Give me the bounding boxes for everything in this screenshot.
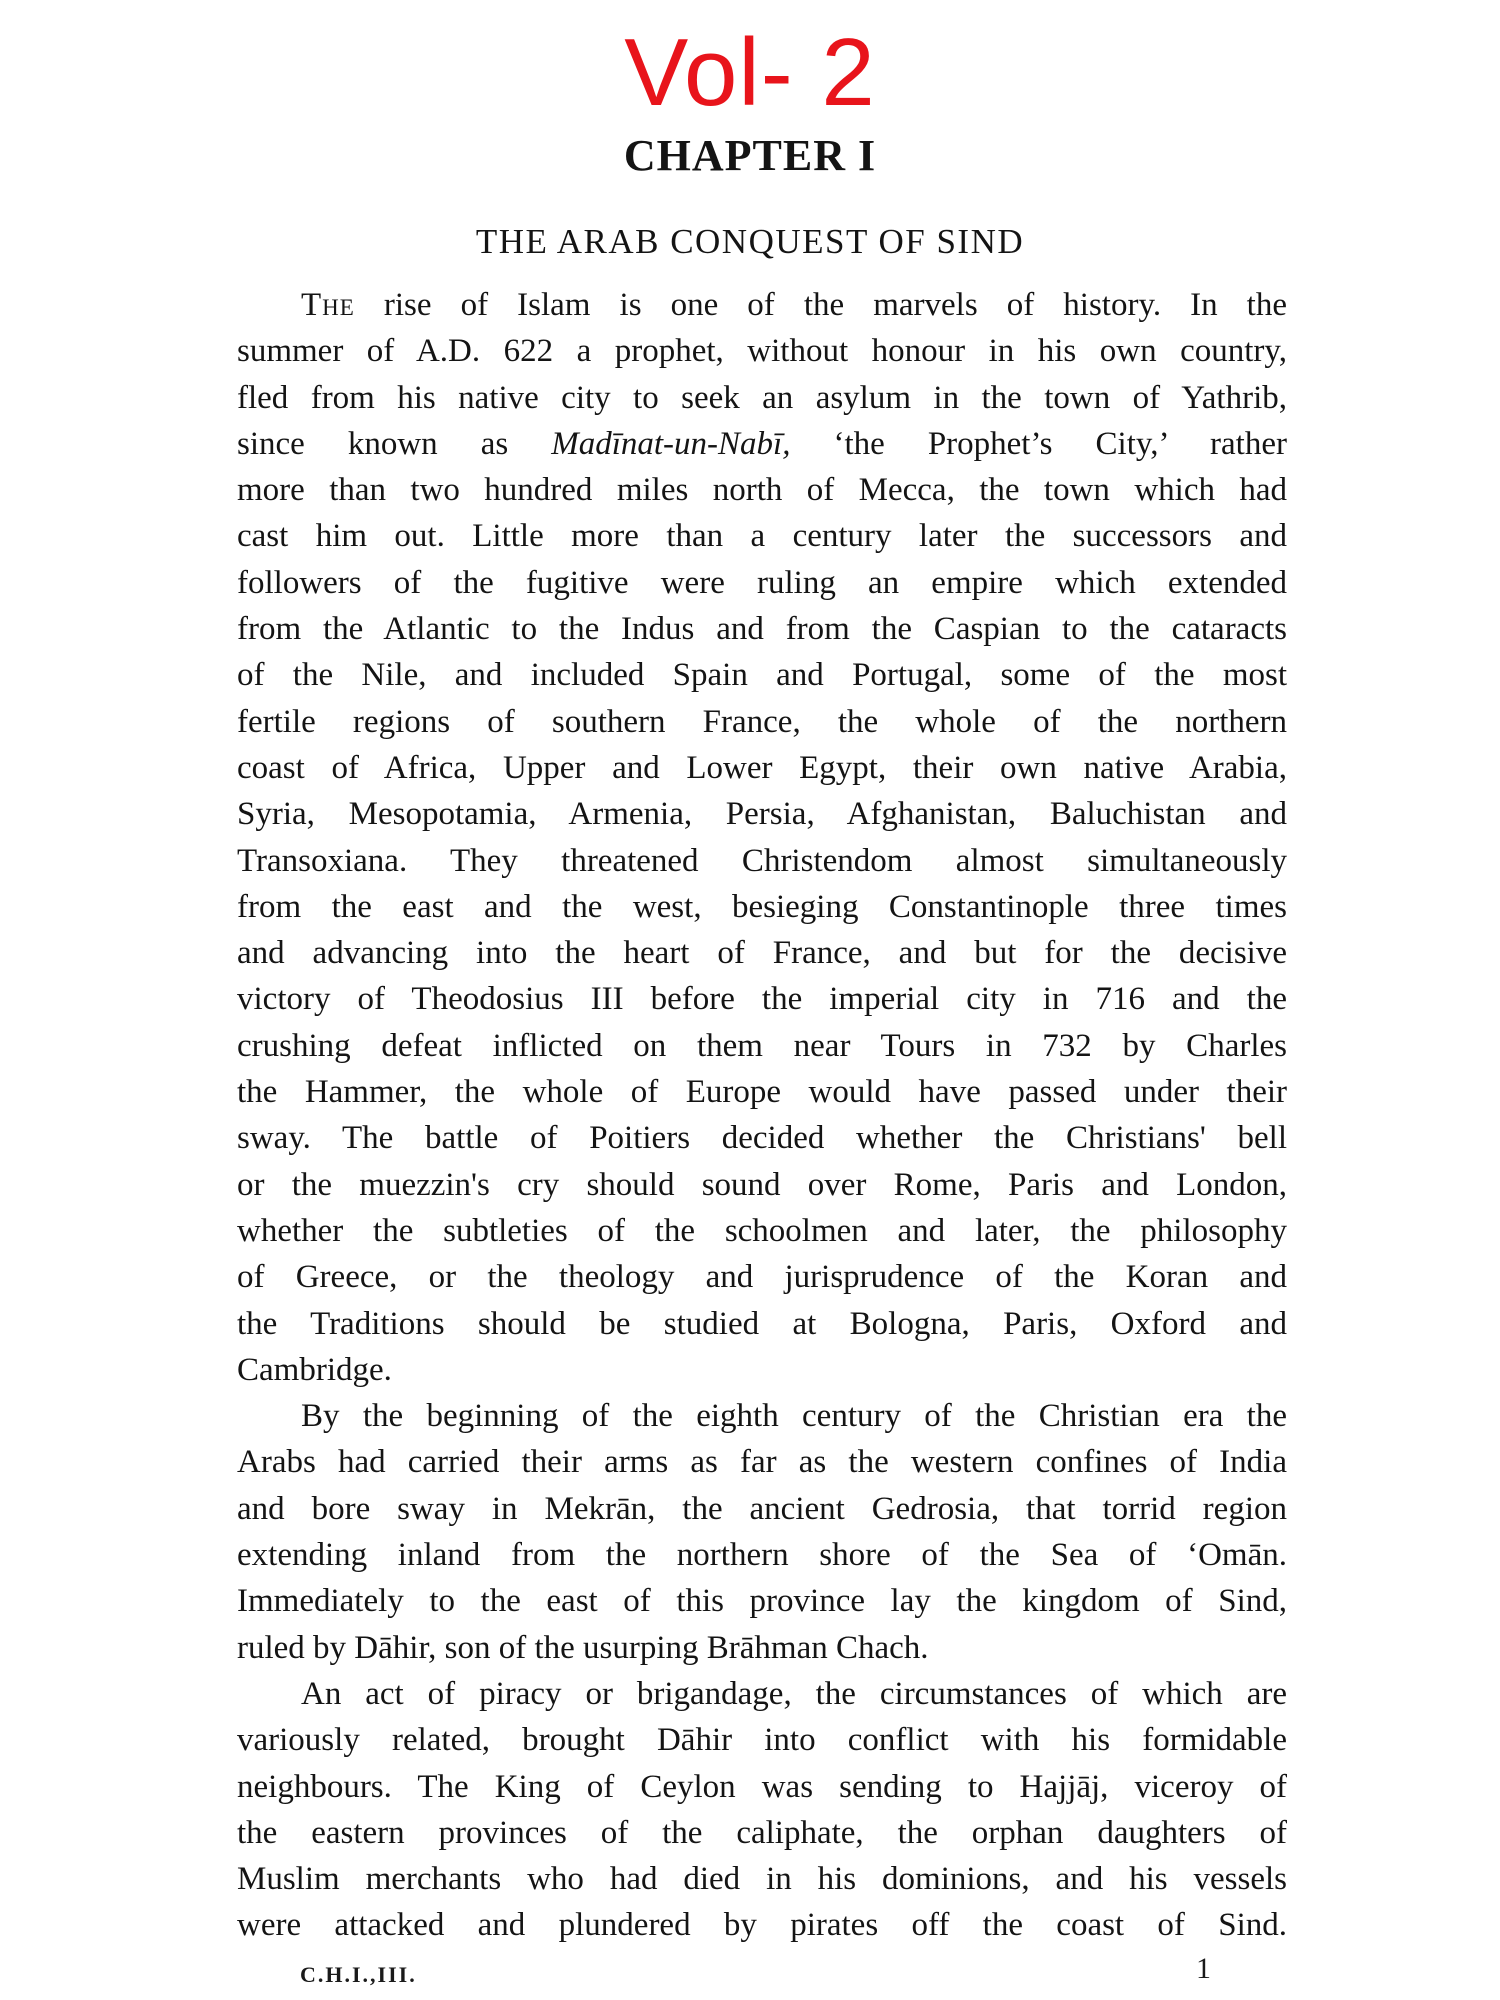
text-line bbox=[237, 282, 1287, 328]
text-line: from the Atlantic to the Indus and from the Caspian to the cataracts bbox=[237, 611, 1287, 648]
text-line: and advancing into the heart of France, and but for the decisive bbox=[237, 935, 1287, 972]
text-line: variously related, brought Dāhir into conflict with his formidable bbox=[237, 1722, 1287, 1759]
text-line: more than two hundred miles north of Mecca, the town which had bbox=[237, 472, 1287, 509]
text-line: and bore sway in Mekrān, the ancient Gedrosia, that torrid region bbox=[237, 1490, 1287, 1527]
text-line: fled from his native city to seek an asylum in the town of Yathrib, bbox=[237, 379, 1287, 416]
text-line: of Greece, or the theology and jurisprudence of the Koran and bbox=[237, 1259, 1287, 1296]
text-line: the eastern provinces of the caliphate, the orphan daughters of bbox=[237, 1814, 1287, 1851]
text-line: the Traditions should be studied at Bologna, Paris, Oxford and bbox=[237, 1305, 1287, 1342]
text-line: summer of A.D. 622 a prophet, without honour in his own country, bbox=[237, 333, 1287, 370]
text-line bbox=[237, 421, 1287, 467]
chapter-heading: CHAPTER I bbox=[623, 131, 877, 180]
text-line: followers of the fugitive were ruling an empire which extended bbox=[237, 564, 1287, 601]
drop-word: The bbox=[301, 287, 355, 323]
paragraph-1 bbox=[237, 282, 1287, 1393]
paragraph-3 bbox=[237, 1671, 1287, 1949]
text-line: the Hammer, the whole of Europe would have passed under their bbox=[237, 1074, 1287, 1111]
text-line: ruled by Dāhir, son of the usurping Brāhman Chach. bbox=[237, 1629, 929, 1666]
line-text: since known as bbox=[237, 425, 552, 462]
text-line: neighbours. The King of Ceylon was sending to Hajjāj, viceroy of bbox=[237, 1768, 1287, 1805]
text-line: sway. The battle of Poitiers decided whether the Christians' bell bbox=[237, 1120, 1287, 1157]
section-title: THE ARAB CONQUEST OF SIND bbox=[475, 222, 1025, 261]
text-line: Immediately to the east of this province lay the kingdom of Sind, bbox=[237, 1583, 1287, 1620]
text-line: extending inland from the northern shore of the Sea of ‘Omān. bbox=[237, 1537, 1287, 1574]
text-line: An act of piracy or brigandage, the circumstances of which are bbox=[301, 1675, 1287, 1712]
text-line: victory of Theodosius III before the imperial city in 716 and the bbox=[237, 981, 1287, 1018]
volume-label: Vol- 2 bbox=[624, 19, 876, 126]
text-line: Muslim merchants who had died in his dominions, and his vessels bbox=[237, 1861, 1287, 1898]
line-text: ‘the Prophet’s City,’ rather bbox=[790, 425, 1287, 462]
text-line: or the muezzin's cry should sound over Rome, Paris and London, bbox=[237, 1166, 1287, 1203]
body-text bbox=[237, 282, 1287, 1949]
text-line: Arabs had carried their arms as far as the western confines of India bbox=[237, 1444, 1287, 1481]
text-line: from the east and the west, besieging Constantinople three times bbox=[237, 888, 1287, 925]
text-line: were attacked and plundered by pirates off the coast of Sind. bbox=[237, 1907, 1287, 1944]
line-text: rise of Islam is one of the marvels of history. In the bbox=[354, 287, 1287, 323]
italic-term: Madīnat-un-Nabī, bbox=[551, 425, 791, 462]
text-line: whether the subtleties of the schoolmen and later, the philosophy bbox=[237, 1212, 1287, 1249]
text-line: Syria, Mesopotamia, Armenia, Persia, Afghanistan, Baluchistan and bbox=[237, 796, 1287, 833]
text-line: By the beginning of the eighth century of the Christian era the bbox=[301, 1398, 1287, 1435]
text-line: of the Nile, and included Spain and Portugal, some of the most bbox=[237, 657, 1287, 694]
text-line: Cambridge. bbox=[237, 1351, 392, 1388]
text-line: crushing defeat inflicted on them near Tours in 732 by Charles bbox=[237, 1027, 1287, 1064]
text-line: fertile regions of southern France, the whole of the northern bbox=[237, 703, 1287, 740]
paragraph-2 bbox=[237, 1393, 1287, 1671]
text-line: cast him out. Little more than a century later the successors and bbox=[237, 518, 1287, 555]
text-line: coast of Africa, Upper and Lower Egypt, their own native Arabia, bbox=[237, 749, 1287, 786]
text-line: Transoxiana. They threatened Christendom almost simultaneously bbox=[237, 842, 1287, 879]
signature-mark: C.H.I.,III. bbox=[300, 1962, 417, 1987]
page-number: 1 bbox=[1196, 1952, 1211, 1985]
